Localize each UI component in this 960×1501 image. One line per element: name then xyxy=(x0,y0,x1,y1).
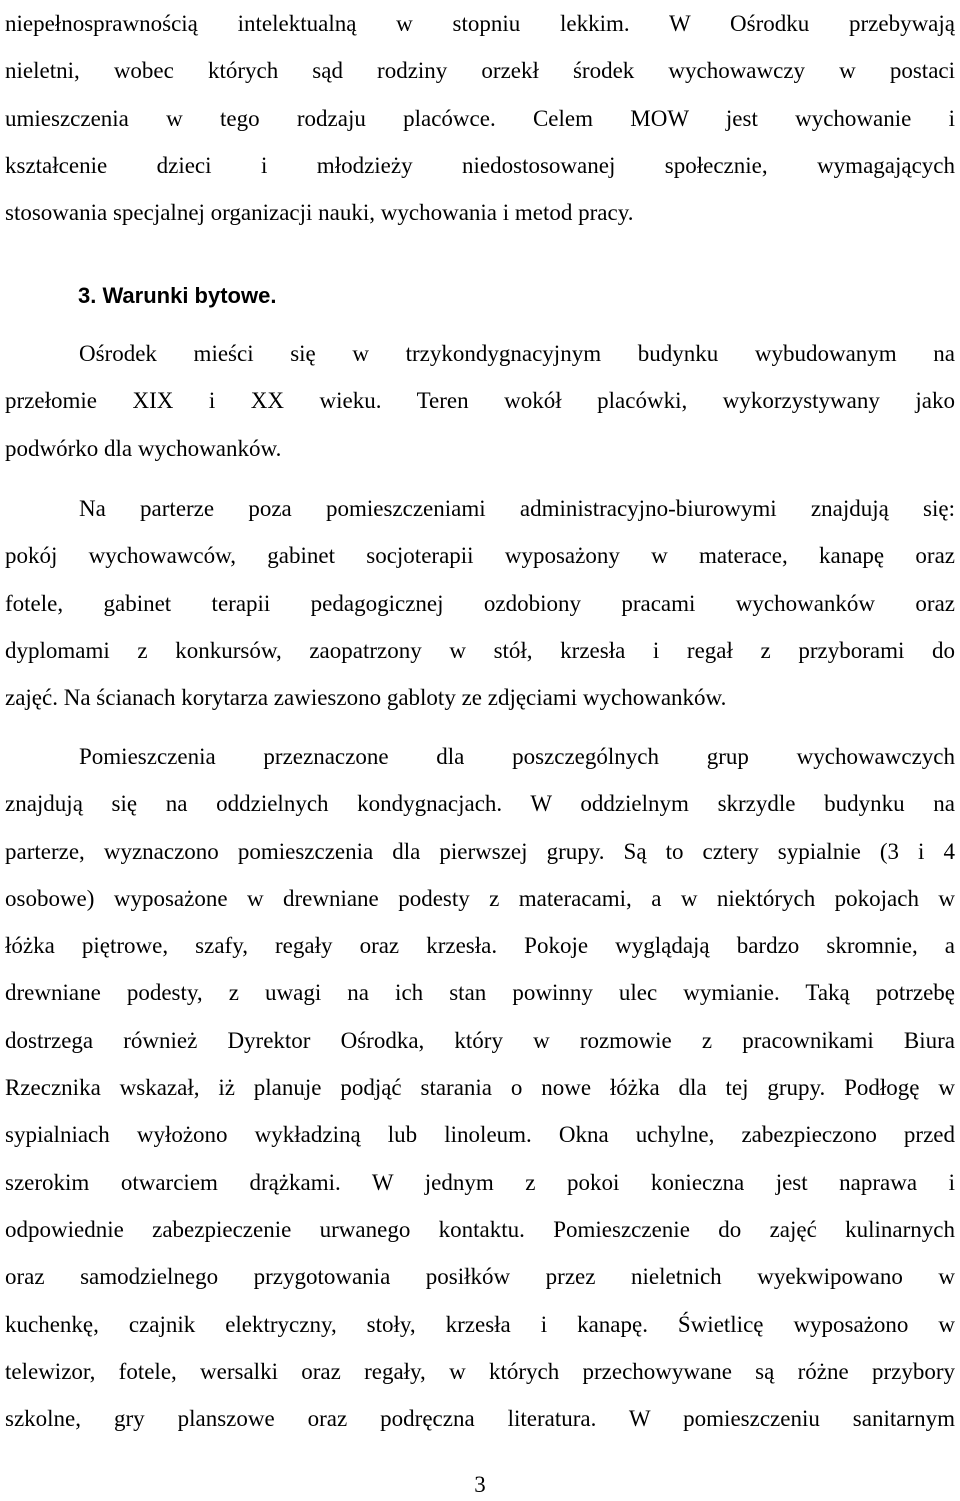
text-line: Ośrodek mieści się w trzykondygnacyjnym budynku wybudowanym na xyxy=(79,341,955,366)
paragraph-ground-floor xyxy=(5,485,955,721)
text-line: telewizor, fotele, wersalki oraz regały, w których przechowywane są różne przybory xyxy=(5,1358,955,1384)
text-line: oraz samodzielnego przygotowania posiłków przez nieletnich wyekwipowano w xyxy=(5,1264,955,1290)
text-line: kuchenkę, czajnik elektryczny, stoły, krzesła i kanapę. Świetlicę wyposażono w xyxy=(5,1311,955,1337)
paragraph-building xyxy=(5,330,955,472)
text-line: znajdują się na oddzielnych kondygnacjach. W oddzielnym skrzydle budynku na xyxy=(5,791,955,817)
text-line: fotele, gabinet terapii pedagogicznej ozdobiony pracami wychowanków oraz xyxy=(5,590,955,616)
text-line: parterze, wyznaczono pomieszczenia dla pierwszej grupy. Są to cztery sypialnie (3 i 4 xyxy=(5,838,955,864)
text-line: kształcenie dzieci i młodzieży niedostosowanej społecznie, wymagających xyxy=(5,152,955,178)
text-line: niepełnosprawnością intelektualną w stopniu lekkim. W Ośrodku przebywają xyxy=(5,11,955,36)
text-line: szerokim otwarciem drążkami. W jednym z pokoi konieczna jest naprawa i xyxy=(5,1169,955,1195)
text-line: odpowiednie zabezpieczenie urwanego kontaktu. Pomieszczenie do zajęć kulinarnych xyxy=(5,1216,955,1242)
text-line: dyplomami z konkursów, zaopatrzony w stół, krzesła i regał z przyborami do xyxy=(5,637,955,663)
text-line: osobowe) wyposażone w drewniane podesty z materacami, a w niektórych pokojach w xyxy=(5,885,955,911)
text-line: szkolne, gry planszowe oraz podręczna literatura. W pomieszczeniu sanitarnym xyxy=(5,1406,955,1432)
text-line: zajęć. Na ścianach korytarza zawieszono gabloty ze zdjęciami wychowanków. xyxy=(5,685,727,711)
text-line: Rzecznika wskazał, iż planuje podjąć starania o nowe łóżka dla tej grupy. Podłogę w xyxy=(5,1075,955,1101)
text-line: podwórko dla wychowanków. xyxy=(5,435,282,461)
text-line: umieszczenia w tego rodzaju placówce. Celem MOW jest wychowanie i xyxy=(5,105,955,131)
text-line: drewniane podesty, z uwagi na ich stan powinny ulec wymianie. Taką potrzebę xyxy=(5,980,955,1006)
section-heading: 3. Warunki bytowe. xyxy=(78,283,277,308)
text-line: Na parterze poza pomieszczeniami administracyjno-biurowymi znajdują się: xyxy=(79,496,955,521)
text-line: przełomie XIX i XX wieku. Teren wokół placówki, wykorzystywany jako xyxy=(5,388,955,414)
text-line: nieletni, wobec których sąd rodziny orzekł środek wychowawczy w postaci xyxy=(5,58,955,84)
text-line: stosowania specjalnej organizacji nauki, wychowania i metod pracy. xyxy=(5,200,634,226)
paragraph-groups xyxy=(5,733,955,1442)
paragraph-intro xyxy=(5,0,955,236)
page-number: 3 xyxy=(474,1472,486,1497)
text-line: dostrzega również Dyrektor Ośrodka, który w rozmowie z pracownikami Biura xyxy=(5,1027,955,1053)
text-line: łóżka piętrowe, szafy, regały oraz krzesła. Pokoje wyglądają bardzo skromnie, a xyxy=(5,933,955,959)
text-line: Pomieszczenia przeznaczone dla poszczególnych grup wychowawczych xyxy=(79,744,955,769)
text-line: sypialniach wyłożono wykładziną lub linoleum. Okna uchylne, zabezpieczono przed xyxy=(5,1122,955,1148)
text-line: pokój wychowawców, gabinet socjoterapii wyposażony w materace, kanapę oraz xyxy=(5,543,955,569)
